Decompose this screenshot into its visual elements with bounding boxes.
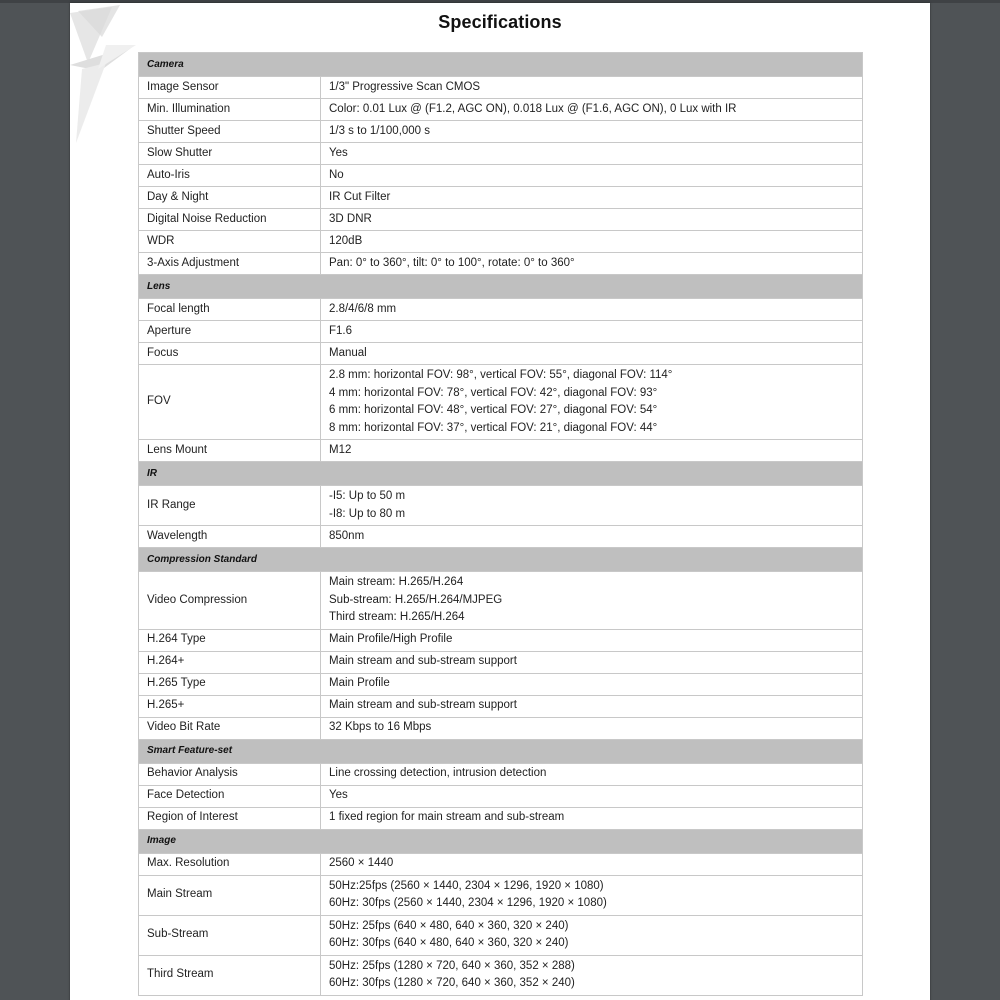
spec-value-line: 8 mm: horizontal FOV: 37°, vertical FOV: 21°, diagonal FOV: 44° — [329, 421, 658, 434]
section-title: Compression Standard — [139, 548, 863, 572]
spec-value — [321, 629, 863, 651]
spec-row-3-axis-adjustment — [139, 253, 863, 275]
spec-value-line: Third stream: H.265/H.264 — [329, 611, 465, 623]
spec-value-line: 120dB — [329, 234, 363, 247]
spec-row-slow-shutter — [139, 143, 863, 165]
spec-value-line: 1/3 s to 1/100,000 s — [329, 124, 431, 137]
spec-row-main-stream — [139, 875, 863, 915]
section-title: Lens — [139, 275, 863, 299]
spec-row-focus — [139, 343, 863, 365]
spec-value-line: Yes — [329, 789, 348, 802]
spec-label: Max. Resolution — [139, 853, 321, 875]
spec-row-aperture — [139, 321, 863, 343]
spec-value — [321, 572, 863, 630]
spec-label: Wavelength — [139, 526, 321, 548]
document-page — [70, 3, 930, 1000]
spec-label: H.265 Type — [139, 673, 321, 695]
spec-row-third-stream — [139, 955, 863, 995]
section-title: IR — [139, 462, 863, 486]
spec-row-max-resolution — [139, 853, 863, 875]
spec-label: Aperture — [139, 321, 321, 343]
spec-value — [321, 695, 863, 717]
spec-value-line: 60Hz: 30fps (2560 × 1440, 2304 × 1296, 1920 × 1080) — [329, 897, 607, 909]
spec-row-video-compression — [139, 572, 863, 630]
spec-label: Digital Noise Reduction — [139, 209, 321, 231]
spec-value-line: Main stream and sub-stream support — [329, 699, 517, 712]
spec-row-lens-mount — [139, 440, 863, 462]
spec-value-line: -I5: Up to 50 m — [329, 490, 406, 502]
spec-value — [321, 321, 863, 343]
spec-value — [321, 717, 863, 739]
spec-label: Focus — [139, 343, 321, 365]
spec-value-line: Main stream: H.265/H.264 — [329, 576, 464, 588]
spec-row-region-of-interest — [139, 807, 863, 829]
section-header-lens — [139, 275, 863, 299]
spec-value-line: 1/3" Progressive Scan CMOS — [329, 80, 481, 93]
spec-value — [321, 807, 863, 829]
spec-row-focal-length — [139, 299, 863, 321]
spec-value — [321, 165, 863, 187]
spec-value-line: 2560 × 1440 — [329, 857, 394, 870]
spec-value-line: 3D DNR — [329, 212, 372, 225]
section-header-camera — [139, 53, 863, 77]
spec-value — [321, 763, 863, 785]
spec-row-fov — [139, 365, 863, 440]
spec-value-line: 50Hz: 25fps (640 × 480, 640 × 360, 320 × 240) — [329, 919, 569, 932]
spec-value — [321, 253, 863, 275]
spec-label: H.264+ — [139, 651, 321, 673]
spec-row-sub-stream — [139, 915, 863, 955]
spec-value — [321, 231, 863, 253]
spec-row-wdr — [139, 231, 863, 253]
spec-value-line: Main stream and sub-stream support — [329, 655, 517, 668]
spec-value-line: 50Hz: 25fps (1280 × 720, 640 × 360, 352 × 288) — [329, 959, 575, 972]
spec-value — [321, 77, 863, 99]
spec-row-h-265 — [139, 695, 863, 717]
spec-value — [321, 526, 863, 548]
spec-value — [321, 343, 863, 365]
spec-value-line: Main Profile/High Profile — [329, 633, 453, 646]
section-title: Smart Feature-set — [139, 739, 863, 763]
spec-value — [321, 121, 863, 143]
page-title: Specifications — [438, 12, 562, 32]
spec-value-line: Color: 0.01 Lux @ (F1.2, AGC ON), 0.018 Lux @ (F1.6, AGC ON), 0 Lux with IR — [329, 102, 737, 115]
spec-label: Focal length — [139, 299, 321, 321]
spec-value — [321, 875, 863, 915]
spec-label: Third Stream — [139, 955, 321, 995]
spec-label: Video Compression — [139, 572, 321, 630]
spec-label: Lens Mount — [139, 440, 321, 462]
spec-value-line: Yes — [329, 146, 348, 159]
spec-label: FOV — [139, 365, 321, 440]
spec-value-line: 32 Kbps to 16 Mbps — [329, 721, 432, 734]
spec-row-auto-iris — [139, 165, 863, 187]
spec-value-line: M12 — [329, 443, 352, 456]
spec-label: H.265+ — [139, 695, 321, 717]
spec-value-line: 60Hz: 30fps (1280 × 720, 640 × 360, 352 × 240) — [329, 977, 575, 989]
spec-label: WDR — [139, 231, 321, 253]
spec-row-digital-noise-reduction — [139, 209, 863, 231]
spec-row-h-264 — [139, 651, 863, 673]
spec-value-line: Manual — [329, 346, 367, 359]
spec-row-h-265-type — [139, 673, 863, 695]
spec-label: Sub-Stream — [139, 915, 321, 955]
spec-row-wavelength — [139, 526, 863, 548]
spec-value — [321, 99, 863, 121]
spec-value — [321, 299, 863, 321]
spec-value-line: -I8: Up to 80 m — [329, 507, 406, 520]
spec-label: Min. Illumination — [139, 99, 321, 121]
spec-label: H.264 Type — [139, 629, 321, 651]
spec-label: Shutter Speed — [139, 121, 321, 143]
spec-label: Face Detection — [139, 785, 321, 807]
spec-value-line: Line crossing detection, intrusion detection — [329, 767, 547, 780]
spec-value — [321, 955, 863, 995]
spec-row-min-illumination — [139, 99, 863, 121]
spec-value-line: 4 mm: horizontal FOV: 78°, vertical FOV: 42°, diagonal FOV: 93° — [329, 386, 658, 399]
spec-value-line: F1.6 — [329, 324, 353, 337]
spec-label: Image Sensor — [139, 77, 321, 99]
spec-label: Behavior Analysis — [139, 763, 321, 785]
spec-value — [321, 143, 863, 165]
spec-value-line: 60Hz: 30fps (640 × 480, 640 × 360, 320 × 240) — [329, 937, 569, 949]
spec-row-image-sensor — [139, 77, 863, 99]
section-header-image — [139, 829, 863, 853]
spec-label: Slow Shutter — [139, 143, 321, 165]
spec-value-line: 6 mm: horizontal FOV: 48°, vertical FOV: 27°, diagonal FOV: 54° — [329, 404, 658, 416]
spec-label: 3-Axis Adjustment — [139, 253, 321, 275]
spec-row-day-night — [139, 187, 863, 209]
spec-row-shutter-speed — [139, 121, 863, 143]
spec-label: Day & Night — [139, 187, 321, 209]
spec-value — [321, 440, 863, 462]
spec-row-ir-range — [139, 486, 863, 526]
spec-value — [321, 853, 863, 875]
spec-value-line: No — [329, 168, 344, 181]
spec-value-line: 1 fixed region for main stream and sub-stream — [329, 811, 565, 824]
section-title: Image — [139, 829, 863, 853]
spec-value — [321, 785, 863, 807]
specifications-table — [138, 52, 863, 996]
section-title: Camera — [139, 53, 863, 77]
spec-value — [321, 673, 863, 695]
spec-value — [321, 187, 863, 209]
spec-label: IR Range — [139, 486, 321, 526]
spec-value-line: 850nm — [329, 529, 365, 542]
spec-value — [321, 915, 863, 955]
spec-value-line: Main Profile — [329, 677, 390, 690]
spec-value — [321, 486, 863, 526]
section-header-compression-standard — [139, 548, 863, 572]
spec-value — [321, 365, 863, 440]
spec-row-behavior-analysis — [139, 763, 863, 785]
spec-value-line: 2.8/4/6/8 mm — [329, 302, 397, 315]
section-header-ir — [139, 462, 863, 486]
spec-label: Region of Interest — [139, 807, 321, 829]
spec-label: Video Bit Rate — [139, 717, 321, 739]
spec-row-h-264-type — [139, 629, 863, 651]
spec-row-video-bit-rate — [139, 717, 863, 739]
spec-value-line: Sub-stream: H.265/H.264/MJPEG — [329, 593, 503, 606]
spec-value-line: Pan: 0° to 360°, tilt: 0° to 100°, rotate: 0° to 360° — [329, 256, 575, 269]
spec-value — [321, 651, 863, 673]
spec-label: Auto-Iris — [139, 165, 321, 187]
spec-value — [321, 209, 863, 231]
spec-value-line: 50Hz:25fps (2560 × 1440, 2304 × 1296, 1920 × 1080) — [329, 879, 604, 892]
spec-value-line: IR Cut Filter — [329, 190, 391, 203]
section-header-smart-feature-set — [139, 739, 863, 763]
spec-label: Main Stream — [139, 875, 321, 915]
spec-value-line: 2.8 mm: horizontal FOV: 98°, vertical FOV: 55°, diagonal FOV: 114° — [329, 369, 673, 381]
spec-row-face-detection — [139, 785, 863, 807]
